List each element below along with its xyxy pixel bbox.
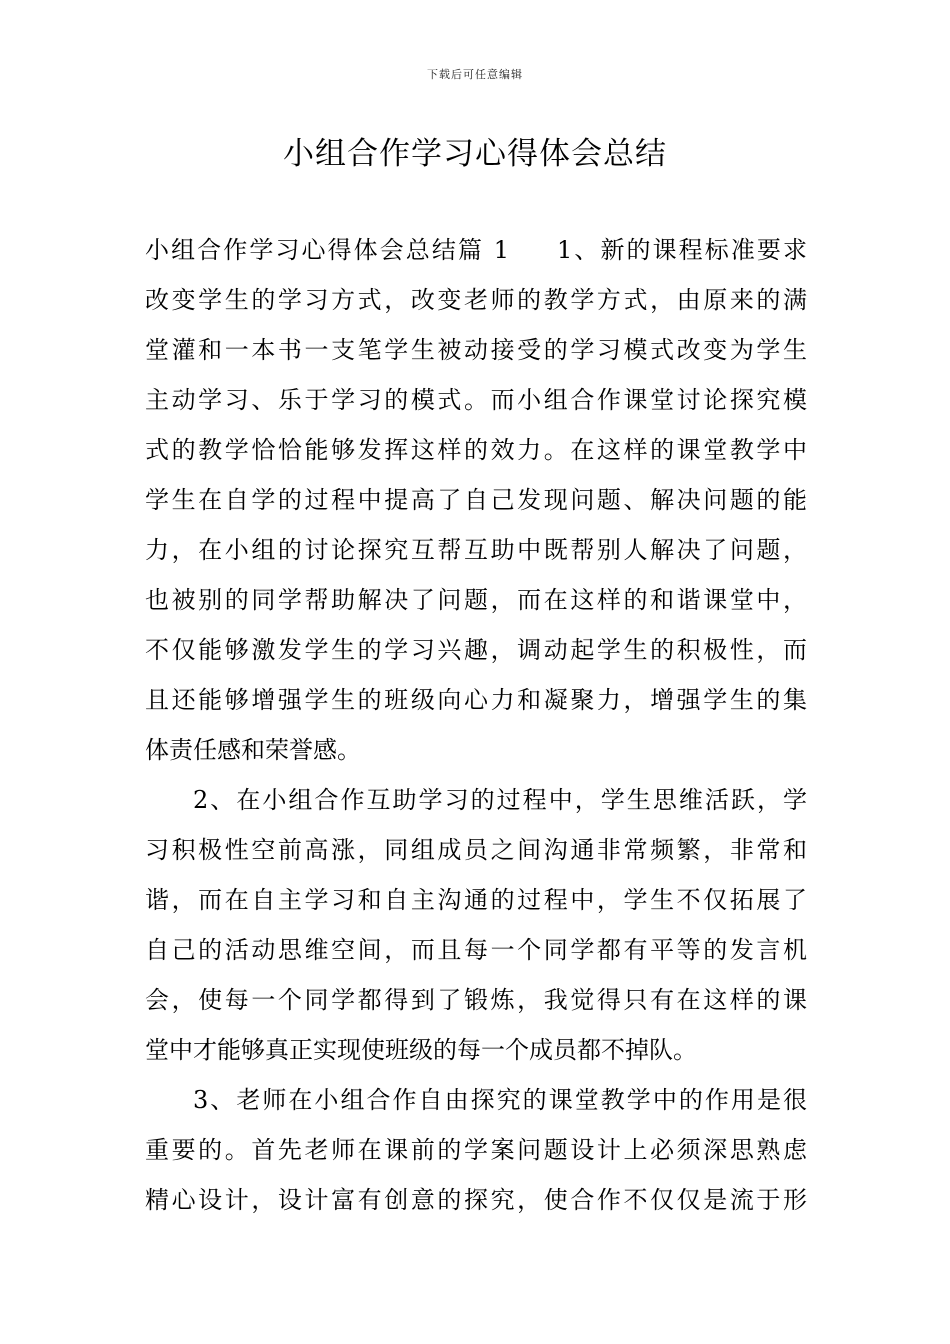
paragraph-line: 自己的活动思维空间，而且每一个同学都有平等的发言机: [145, 936, 807, 964]
paragraph-line: 会，使每一个同学都得到了锻炼，我觉得只有在这样的课: [145, 986, 807, 1014]
document-title: 小组合作学习心得体会总结: [283, 136, 667, 172]
section-label: 小组合作学习心得体会总结篇 1: [145, 236, 510, 264]
paragraph-1-start: 1、新的课程标准要求: [557, 236, 807, 264]
header-note: 下载后可任意编辑: [427, 68, 523, 81]
paragraph-2-line-1: 2、在小组合作互助学习的过程中，学生思维活跃，学: [193, 786, 807, 814]
paragraph-line: 谐，而在自主学习和自主沟通的过程中，学生不仅拓展了: [145, 886, 807, 914]
paragraph-line: 主动学习、乐于学习的模式。而小组合作课堂讨论探究模: [145, 386, 807, 414]
paragraph-line: 精心设计，设计富有创意的探究，使合作不仅仅是流于形: [145, 1186, 807, 1214]
paragraph-line: 堂中才能够真正实现使班级的每一个成员都不掉队。: [145, 1036, 697, 1064]
paragraph-line: 也被别的同学帮助解决了问题，而在这样的和谐课堂中，: [145, 586, 807, 614]
paragraph-line: 且还能够增强学生的班级向心力和凝聚力，增强学生的集: [145, 686, 807, 714]
paragraph-line: 式的教学恰恰能够发挥这样的效力。在这样的课堂教学中: [145, 436, 807, 464]
paragraph-line: 体责任感和荣誉感。: [145, 736, 361, 764]
paragraph-line: 不仅能够激发学生的学习兴趣，调动起学生的积极性，而: [145, 636, 807, 664]
paragraph-3-line-1: 3、老师在小组合作自由探究的课堂教学中的作用是很: [193, 1086, 807, 1114]
paragraph-1-line-1: [145, 228, 807, 278]
paragraph-line: 堂灌和一本书一支笔学生被动接受的学习模式改变为学生: [145, 336, 807, 364]
paragraph-line: 重要的。首先老师在课前的学案问题设计上必须深思熟虑: [145, 1136, 807, 1164]
document-body: [145, 228, 807, 1228]
paragraph-line: 力，在小组的讨论探究互帮互助中既帮别人解决了问题，: [145, 536, 807, 564]
paragraph-line: 习积极性空前高涨，同组成员之间沟通非常频繁，非常和: [145, 836, 807, 864]
paragraph-line: 改变学生的学习方式，改变老师的教学方式，由原来的满: [145, 286, 807, 314]
paragraph-line: 学生在自学的过程中提高了自己发现问题、解决问题的能: [145, 486, 807, 514]
